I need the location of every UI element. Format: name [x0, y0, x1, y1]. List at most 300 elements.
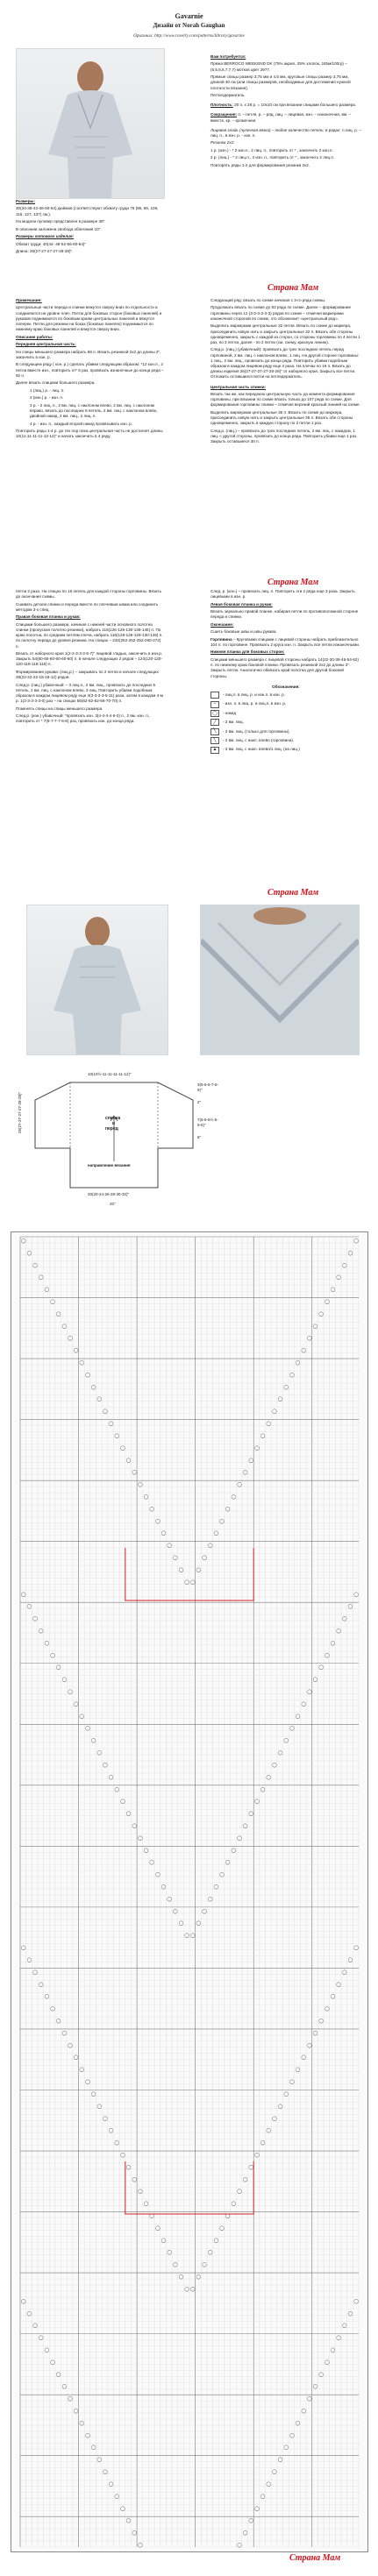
pattern-title: Gavarnie	[175, 12, 203, 20]
chart-stitch-mark: ◯	[207, 1543, 213, 1549]
chart-stitch-mark: ◯	[213, 1884, 219, 1891]
front-step-3: Далее вязать спицами большего размера.	[16, 380, 96, 386]
legend-item	[210, 692, 361, 699]
chart-stitch-mark: ◯	[138, 2189, 143, 2195]
chart-stitch-mark: ◯	[283, 2445, 289, 2451]
chart-stitch-mark: ◯	[318, 1311, 325, 1317]
legend-symbol: ╲	[210, 728, 219, 735]
chart-stitch-mark: ◯	[207, 1896, 213, 1902]
neckband-text: – Круговыми спицами с лицевой стороны набрать приблизительно 104 п. по горловине. Провязать 2 круга изн. п. Закрыть все петли изнаночными.	[210, 636, 360, 647]
chart-stitch-mark: ◯	[254, 2152, 260, 2158]
chart-stitch-mark: ◯	[342, 1969, 347, 1976]
chart-stitch-mark: ◯	[73, 1701, 79, 1707]
chart-stitch-mark: ◯	[219, 2225, 225, 2232]
chart-stitch-mark: ◯	[202, 2262, 207, 2268]
chart-stitch-mark: ◯	[21, 1945, 26, 1951]
chart-stitch-mark: ◯	[138, 1482, 143, 1488]
knitting-chart	[11, 1231, 368, 2552]
chart-stitch-mark: ◯	[342, 1616, 347, 1622]
front-row-1: 1 (лиц.) р. - лиц. п.	[30, 387, 65, 393]
watermark: Страна Мам	[267, 888, 319, 898]
legend-item	[210, 728, 361, 735]
chart-stitch-mark: ◯	[196, 1920, 202, 1927]
legend-heading: Обозначения:	[272, 684, 300, 689]
chart-stitch-mark: ◯	[237, 2189, 242, 2195]
chart-stitch-mark: ◯	[61, 2030, 68, 2036]
chart-stitch-mark: ◯	[307, 1336, 312, 1342]
chart-stitch-mark: ◯	[347, 1604, 353, 1610]
chart-stitch-mark: ◯	[213, 2238, 219, 2244]
chart-stitch-mark: ◯	[178, 2274, 184, 2281]
chart-stitch-mark: ◯	[73, 2054, 79, 2061]
model-figure-illustration	[17, 49, 164, 198]
sizes-text: 30(34-38-42-46-50-54) дюймов (соответствуют обхвату груди 76 (86, 96, 106, 116, 127, 137) см.).	[16, 206, 159, 216]
chart-stitch-mark: ◯	[301, 2054, 307, 2061]
section-3-right	[210, 589, 361, 756]
chart-stitch-mark: ◯	[68, 1689, 73, 1695]
chart-stitch-mark: ◯	[26, 1957, 32, 1963]
chart-stitch-mark: ◯	[32, 1262, 38, 1268]
label-back: спинка	[105, 1116, 121, 1121]
chart-stitch-mark: ◯	[325, 1652, 330, 1658]
chart-stitch-mark: ◯	[85, 2079, 90, 2085]
chart-stitch-mark: ◯	[21, 2298, 26, 2304]
neck-decrease-text: След.р. (лиц.) (убавочный): провязать до трех последних петель перед горловиной, 2 вм. лиц. с наклоном влево, 1 лиц. На другой стороне горловины: 1 лиц., 2 вм. лиц., провязать до конца ряда. Повторить убавки подобным образом в каждом лицевом ряду еще 4 раза. На плечах по 16 п. Вязать до длины изделия 26(27-27-27-27-28-28)" от наборного края. Закрыть все петли. Отложить оставшиеся петли на петледержатель.	[210, 347, 360, 380]
chart-stitch-mark: ◯	[353, 1592, 359, 1598]
chart-stitch-mark: ◯	[103, 1762, 108, 1768]
left-side-heading: Левая боковая планка и рукав:	[210, 601, 273, 607]
model-photo	[16, 48, 165, 199]
chart-stitch-mark: ◯	[225, 1860, 231, 1866]
chart-stitch-mark: ◯	[213, 1530, 219, 1536]
chart-stitch-mark: ◯	[277, 2457, 283, 2463]
chart-stitch-mark: ◯	[184, 2286, 189, 2292]
chart-stitch-mark: ◯	[50, 1299, 55, 1305]
designer-line: Дизайн от Norah Gaughan	[153, 22, 225, 29]
chart-stitch-mark: ◯	[44, 1287, 50, 1293]
chart-stitch-mark: ◯	[242, 1823, 248, 1829]
chart-stitch-mark: ◯	[120, 2506, 125, 2512]
chart-stitch-mark: ◯	[160, 2238, 167, 2244]
chart-stitch-mark: ◯	[318, 2372, 325, 2378]
side-step-4: След.р. (лиц.) убавочный: – 3 лиц.п., 2 вм. лиц., провязать до последних 5 петель, 2 вм. лиц. с наклоном влево, 3 лиц. Повторить убавки подобным образом в каждом лицевом ряду еще 4(3-3-3-3-5-11) раза, затем в каждом 4-м р. 1(2-3-3-3-3-0) раз – на спицах 56(62-62-62-66-70-70) п.	[16, 682, 163, 704]
chart-stitch-mark: ◯	[73, 1348, 79, 1354]
chart-stitch-mark: ◯	[155, 1518, 160, 1524]
chart-stitch-mark: ◯	[312, 2384, 318, 2390]
section-2-right	[210, 298, 361, 447]
chart-stitch-mark: ◯	[336, 1274, 341, 1281]
chart-stitch-mark: ◯	[289, 1372, 295, 1378]
sizes-block	[16, 199, 165, 257]
legend-text: - изн. п. в лиц. р. и лиц.п. в изн. р.	[223, 701, 287, 706]
chart-stitch-mark: ◯	[190, 2286, 196, 2292]
stockinette-heading: Лицевая гладь (чулочная вязка)	[210, 127, 271, 132]
legend-item	[210, 737, 361, 744]
chart-stitch-mark: ◯	[68, 2042, 73, 2048]
chart-stitch-mark: ◯	[196, 1567, 202, 1573]
back-heading: Центральная часть спинки:	[210, 384, 267, 389]
chart-stitch-mark: ◯	[277, 2104, 283, 2110]
chart-stitch-mark: ◯	[312, 1677, 318, 1683]
chart-stitch-mark: ◯	[90, 1384, 96, 1390]
chart-stitch-mark: ◯	[301, 1701, 307, 1707]
chart-stitch-mark: ◯	[55, 1311, 61, 1317]
label-front: перед	[105, 1126, 118, 1132]
legend-list	[210, 692, 361, 753]
chart-stitch-mark: ◯	[55, 2372, 61, 2378]
chart-stitch-mark: ◯	[347, 1957, 353, 1963]
neckband-heading: Горловина	[210, 636, 232, 642]
shoulder-join-text: Сшивать детали спинки и переда вместе по плечевым швам или соединить методом 3-х спиц.	[16, 601, 159, 612]
chart-stitch-mark: ◯	[167, 2250, 172, 2256]
chart-stitch-mark: ◯	[38, 1982, 44, 1988]
side-step-3: Формирование рукава: (лиц.р.) – закрывать по 2 петли в начале следующих 28(22-22-22-18-18-12) рядов.	[16, 669, 159, 680]
chart-stitch-mark: ◯	[283, 2091, 289, 2097]
chart-stitch-mark: ◯	[155, 2225, 160, 2232]
chart-stitch-mark: ◯	[132, 2530, 138, 2537]
finished-heading: Размеры готового изделия:	[16, 234, 75, 239]
finished-chest: Обхват груди: 40(44- 48-52-56-60-64)"	[16, 241, 87, 246]
chart-stitch-mark: ◯	[289, 2079, 295, 2085]
watermark: Страна Мам	[267, 578, 319, 587]
chart-stitch-mark: ◯	[149, 1860, 155, 1866]
chart-stitch-mark: ◯	[190, 1933, 196, 1939]
label-direction: направление вязания	[88, 1163, 131, 1167]
chart-stitch-mark: ◯	[61, 2384, 68, 2390]
legend-text: - 2 вм. лиц. с накл. влево (горловина).	[223, 738, 295, 743]
chart-stitch-mark: ◯	[231, 1494, 237, 1500]
chart-stitch-mark: ◯	[103, 1409, 108, 1415]
legend-text: - лиц.п. в лиц. р. и изн.п. в изн. р.	[223, 692, 285, 698]
section-3-left	[16, 589, 165, 727]
chart-stitch-mark: ◯	[96, 2457, 103, 2463]
chart-continue-text: Продолжать вязать по схеме до 83 ряда по схеме. Далее – формирование горловины через 12 (3-3-3-3-3-3) рядов по схеме – отмечая маркерами изнаночной стороной по схеме, это обозначает «центральный ряд».	[210, 305, 352, 321]
dim-length: 26(27-27-27-27-28-28)"	[18, 1091, 22, 1133]
chart-stitch-mark: ◯	[312, 2030, 318, 2036]
chart-stitch-mark: ◯	[272, 2116, 277, 2122]
back-step-3: След.р. (лиц.) – провязать до трех последних петель, 2 вм. лиц. с накидом, 1 лиц. с другой стороны, провязать до конца ряда. Повторить убавки еще 1 раз. Закрыть оставшиеся 30 п.	[210, 428, 358, 444]
chart-stitch-mark: ◯	[325, 2360, 330, 2366]
front-row-2: 2 (изн.) р. - изн. п.	[30, 395, 64, 401]
chart-stitch-mark: ◯	[96, 1750, 103, 1756]
chart-stitch-mark: ◯	[79, 1360, 85, 1366]
chart-stitch-mark: ◯	[108, 2128, 114, 2134]
model-side-illustration	[27, 905, 168, 1054]
chart-stitch-mark: ◯	[266, 2128, 272, 2134]
chart-stitch-mark: ◯	[90, 2091, 96, 2097]
chart-stitch-mark: ◯	[79, 2067, 85, 2073]
chart-stitch-mark: ◯	[44, 1640, 50, 1646]
side-step-5: Поменять спицы на спицы меньшего размера.	[16, 706, 103, 711]
chart-stitch-mark: ◯	[242, 2530, 248, 2537]
chart-stitch-mark: ◯	[307, 1689, 312, 1695]
chart-stitch-mark: ◯	[32, 1969, 38, 1976]
chart-stitch-mark: ◯	[231, 1848, 237, 1854]
chart-stitch-mark: ◯	[125, 2164, 132, 2170]
abbr-text: п. – петля, р. – ряд, лиц. – лицевая, изн. – изнаночная, вм. – вместе, кр. – кромочная.	[210, 112, 352, 123]
rib-repeat: Повторять ряды 1-2 для формирования резинки 2х2.	[210, 162, 310, 167]
lower-band-text: Спицами меньшего размера с лицевой стороны набрать 14(22-30-38-46-54-62) п. по нижнему краю боковой планки. Провязать резинкой 2х2 до длины 3". Закрыть петли. Аналогично обвязать край полотна для другой боковой стороны.	[210, 656, 359, 678]
finishing-heading: Окончание:	[210, 621, 234, 627]
lower-band-heading: Нижняя планка для боковых сторон:	[210, 649, 285, 655]
legend-item	[210, 719, 361, 726]
chart-stitch-mark: ◯	[125, 1811, 132, 1817]
chart-stitch-mark: ◯	[312, 1323, 318, 1330]
chart-stitch-mark: ◯	[272, 1762, 277, 1768]
chart-stitch-mark: ◯	[325, 1299, 330, 1305]
dim-right-4: 6"	[197, 1135, 202, 1139]
chart-stitch-mark: ◯	[178, 1920, 184, 1927]
label-and: и	[112, 1121, 116, 1126]
side-step-2: Вязать от наборного края 1(2-2-3-3-3-5-7)" лицевой гладью, закончить в изн.р. Закрыть 54(60-60-60-60-60-60) п. в начале следующих 2 рядов – 124(120-120-120-118-118-118) п.	[16, 651, 163, 667]
finished-length: Длина: 26(27-27-27-27-28-28)".	[16, 249, 74, 254]
materials-heading: Вам потребуется:	[210, 54, 246, 59]
chart-stitch-mark: ◯	[184, 1933, 189, 1939]
chart-stitch-mark: ◯	[254, 1445, 260, 1451]
chart-stitch-mark: ◯	[90, 1738, 96, 1744]
chart-stitch-mark: ◯	[120, 1799, 125, 1805]
dim-top: 10(10½-11-11-11-11-12)"	[88, 1072, 132, 1076]
chart-stitch-mark: ◯	[260, 2494, 266, 2500]
chart-stitch-mark: ◯	[353, 1945, 359, 1951]
right-side-heading: Правая боковая планка и рукав:	[16, 614, 81, 620]
chart-stitch-mark: ◯	[225, 1506, 231, 1512]
chart-stitch-mark: ◯	[254, 2506, 260, 2512]
chart-stitch-mark: ◯	[248, 1811, 254, 1817]
chart-stitch-mark: ◯	[336, 1982, 341, 1988]
note-text: Центральные части переда и спинки вяжутся сверху вниз по отдельности и соединяются на уровне плеч. Петли для боковых сторон (боковых панелей) и рукавов поднимаются по боковым краям центральных панелей и вяжутся поперек. Петли для резинки на боках (боковых панелях) поднимаются по нижнему краю боковых панелей и вяжутся сверху вниз.	[16, 305, 162, 332]
chart-stitch-mark: ◯	[160, 1884, 167, 1891]
chart-stitch-mark: ◯	[125, 2518, 132, 2524]
chart-stitch-mark: ◯	[330, 2347, 336, 2353]
chart-stitch-mark: ◯	[96, 2104, 103, 2110]
chart-stitch-mark: ◯	[143, 1848, 149, 1854]
back-step-2: Выделить маркерами центральные 36 п. Вязать по схеме до маркера, присоединить новую нить и закрыть центральные 36 п. Вязать обе стороны одновременно, закрыть в каждую сторону по 2 петли 1 раз.	[210, 409, 353, 426]
note-heading: Примечание:	[16, 298, 42, 302]
gauge-heading: Плотность:	[210, 103, 233, 108]
legend-item	[210, 701, 361, 708]
chart-stitch-mark: ◯	[26, 2310, 32, 2317]
description-heading: Описание работы:	[16, 334, 53, 339]
detail-photo	[200, 905, 360, 1055]
chart-stitch-mark: ◯	[219, 1518, 225, 1524]
chart-stitch-mark: ◯	[143, 1494, 149, 1500]
chart-stitch-mark: ◯	[342, 2323, 347, 2329]
chart-stitch-mark: ◯	[202, 1555, 207, 1561]
chart-stitch-mark: ◯	[114, 2140, 120, 2147]
legend-text: - накид	[223, 710, 237, 715]
chart-stitch-mark: ◯	[277, 1750, 283, 1756]
chart-stitch-mark: ◯	[330, 1994, 336, 2000]
dim-bottom-2: 20"	[110, 1202, 116, 1206]
left-side-text: Вязать зеркально правой планке, набирая петли по противоположной стороне переда и спинки.	[210, 609, 359, 620]
chart-stitch-mark: ◯	[225, 2213, 231, 2219]
chart-stitch-mark: ◯	[149, 1506, 155, 1512]
finishing-text: Сшить боковые швы и швы рукава.	[210, 629, 277, 635]
chart-stitch-mark: ◯	[190, 1579, 196, 1586]
chart-stitch-mark: ◯	[79, 2420, 85, 2426]
legend-symbol: ◯	[210, 710, 219, 717]
chart-stitch-mark: ◯	[160, 1530, 167, 1536]
chart-stitch-mark: ◯	[167, 1543, 172, 1549]
chart-stitch-mark: ◯	[330, 1287, 336, 1293]
chart-stitch-mark: ◯	[132, 2176, 138, 2182]
legend-item	[210, 747, 361, 754]
chart-stitch-mark: ◯	[167, 1896, 172, 1902]
dim-right-1: 3(5-6-6-7-8-9)"	[197, 1082, 219, 1093]
chart-stitch-mark: ◯	[103, 2116, 108, 2122]
chart-stitch-mark: ◯	[21, 1592, 26, 1598]
chart-stitch-mark: ◯	[237, 1835, 242, 1842]
chart-stitch-mark: ◯	[173, 2262, 178, 2268]
original-link[interactable]: Оригинал: http://www.ravelry.com/patterns/library/gavarnie	[133, 33, 245, 39]
chart-stitch-mark: ◯	[307, 2042, 312, 2048]
chart-stitch-mark: ◯	[196, 2274, 202, 2281]
chart-stitch-mark: ◯	[114, 1433, 120, 1439]
gauge-text: 20 п. x 28 р. = 10х10 см при вязании спицами большего размера.	[234, 103, 357, 108]
materials-yarn: Пряжа BERROCO WEEKEND DK (75% акрил, 25% хлопок, 245м/100гр) – (5,5,6,6,7,7,7) мотков цвет 2977.	[210, 61, 347, 72]
chart-stitch-mark: ◯	[120, 1445, 125, 1451]
chart-stitch-mark: ◯	[353, 2298, 359, 2304]
chart-stitch-mark: ◯	[342, 1262, 347, 1268]
watermark: Страна Мам	[267, 283, 319, 293]
chart-stitch-mark: ◯	[178, 1567, 184, 1573]
lace-detail-illustration	[201, 905, 359, 1054]
chart-stitch-mark: ◯	[301, 1348, 307, 1354]
chart-stitch-mark: ◯	[347, 2310, 353, 2317]
chart-stitch-mark: ◯	[325, 2006, 330, 2012]
legend-text: - 3 вм. лиц. с накл. влево/1 лиц. (на лиц.)	[223, 747, 300, 752]
chart-stitch-mark: ◯	[301, 2409, 307, 2415]
stockinette-text: – любое количество петель: в рядах: л.лиц. р. – лиц. п., в изн. р. - изн. п.	[210, 127, 361, 138]
chart-stitch-mark: ◯	[254, 1799, 260, 1805]
chart-stitch-mark: ◯	[353, 1238, 359, 1244]
chart-stitch-mark: ◯	[108, 1421, 114, 1427]
chart-stitch-mark: ◯	[242, 1470, 248, 1476]
chart-stitch-mark: ◯	[277, 1396, 283, 1402]
chart-start-text: Следующий ряд: вязать по схеме начиная с 3-го ряда схемы.	[210, 298, 326, 302]
chart-stitch-mark: ◯	[90, 2445, 96, 2451]
chart-stitch-mark: ◯	[73, 2409, 79, 2415]
chart-stitch-mark: ◯	[114, 1786, 120, 1792]
cuff-text: След. р. (кон.) – провязать лиц. п. Повторить эти 2 ряда еще 3 раза. Закрыть лицевыми в изн. р.	[210, 589, 355, 600]
chart-stitch-mark: ◯	[173, 1908, 178, 1914]
front-heading: Передняя центральная часть:	[16, 342, 76, 347]
dim-right-2: 2"	[197, 1100, 202, 1104]
chart-stitch-mark: ◯	[44, 2347, 50, 2353]
chart-stitch-mark: ◯	[237, 2543, 242, 2548]
chart-stitch-mark: ◯	[108, 1774, 114, 1780]
chart-stitch-mark: ◯	[248, 2518, 254, 2524]
dim-bottom: 20(20-24-26-28-30-32)"	[88, 1192, 130, 1196]
chart-stitch-mark: ◯	[85, 1726, 90, 1732]
front-step-2: В следующем ряду ( кон. р.) сделать убавки следующим образом: *12 кон.п., 2 петли вместе изн., повторить от* 6 раз, провязать изнаночные до конца ряда – 92 п.	[16, 362, 164, 378]
rib-row-1: 1 р. (изн.) - * 2 изн.п., 2 лиц. п., повторить от * , закончить 2 изн.п.	[210, 147, 333, 153]
chart-stitch-mark: ◯	[96, 1396, 103, 1402]
chart-stitch-mark: ◯	[50, 2006, 55, 2012]
chart-stitch-mark: ◯	[248, 2164, 254, 2170]
front-row-3: 3 р. - 2 лиц. п., 2 вм. лиц. с наклоном влево, 2 вм. лиц. с наклоном вправо, вязать до последних 6 петель, 2 вм. лиц. с наклоном влево, двойной накид, 2 вм. лиц., 2 лиц. п.	[30, 402, 158, 419]
chart-stitch-mark: ◯	[68, 2396, 73, 2402]
chart-stitch-mark: ◯	[125, 1458, 132, 1464]
chart-stitch-mark: ◯	[266, 2481, 272, 2487]
side-step-6: След.р. (изн.) убавочный: *провязать изн. 3(4-4-4-4-6-0) п., 2 вм. изн. п., повторить от * 7(8-7-7-7-6-8) раз, провязать изн. до конца ряда.	[16, 713, 151, 724]
chart-stitch-mark: ◯	[231, 2201, 237, 2207]
chart-stitch-mark: ◯	[260, 1433, 266, 1439]
chart-stitch-mark: ◯	[336, 2335, 341, 2341]
chart-stitch-mark: ◯	[85, 2432, 90, 2438]
chart-stitch-mark: ◯	[307, 2396, 312, 2402]
chart-stitch-mark: ◯	[38, 1628, 44, 1634]
chart-stitch-mark: ◯	[38, 1274, 44, 1281]
chart-stitch-mark: ◯	[173, 1555, 178, 1561]
chart-stitch-mark: ◯	[248, 1458, 254, 1464]
materials-marker: Петлеодержатель.	[210, 93, 246, 98]
side-step-1: Спицами большего размера, начиная с нижней части основного полотна спинки (пропуская полотно резинки), набрать 116(126-126-130-136-146) п. По краю полотна, по средним петлям плеча, набрать 116(126-126-126-130-126) п. по полотну переда до уровня резинки. На спицах – 232(252-252-252-260-272) п.	[16, 621, 163, 649]
chart-stitch-mark: ◯	[242, 2176, 248, 2182]
chart-stitch-mark: ◯	[207, 2250, 213, 2256]
chart-stitch-mark: ◯	[38, 2335, 44, 2341]
chart-stitch-mark: ◯	[202, 1908, 207, 1914]
knitting-chart-grid	[11, 1232, 367, 2551]
chart-stitch-mark: ◯	[103, 2469, 108, 2475]
sizes-heading: Размеры:	[16, 199, 35, 203]
section-2-left	[16, 298, 165, 442]
legend-symbol: ╲	[210, 737, 219, 744]
chart-stitch-mark: ◯	[318, 2019, 325, 2024]
chart-stitch-mark: ◯	[32, 1616, 38, 1622]
chart-stitch-mark: ◯	[272, 2469, 277, 2475]
chart-stitch-mark: ◯	[155, 1872, 160, 1878]
rib-heading: Резинка 2х2:	[210, 140, 235, 145]
chart-stitch-mark: ◯	[55, 1664, 61, 1671]
model-photo-side	[26, 905, 168, 1055]
rib-row-2: 2 р. (лиц.) - * 2 лиц.п., 2 изн. п., повторить от * , закончить 2 лиц.п.	[210, 155, 335, 160]
chart-stitch-mark: ◯	[260, 1786, 266, 1792]
chart-stitch-mark: ◯	[68, 1336, 73, 1342]
chart-stitch-mark: ◯	[44, 1994, 50, 2000]
schematic	[18, 1065, 219, 1214]
chart-stitch-mark: ◯	[50, 2360, 55, 2366]
legend-symbol	[210, 692, 219, 699]
materials-needles: Прямые спицы размер 3,75 мм и 4,5 мм, круговые спицы размер 3,75 мм, длиной 40 см (или спицы размеров, необходимых для достижения нужной плотности вязания).	[210, 75, 351, 90]
chart-stitch-mark: ◯	[219, 1872, 225, 1878]
materials-block	[210, 54, 361, 170]
chart-cells	[20, 1237, 359, 2548]
legend-symbol: ▲	[210, 747, 219, 754]
chart-stitch-mark: ◯	[283, 1738, 289, 1744]
chart-stitch-mark: ◯	[85, 1372, 90, 1378]
legend-text: - 2 вм. лиц. (только для горловины).	[223, 728, 290, 734]
chart-stitch-mark: ◯	[336, 1628, 341, 1634]
front-step-1: На спицы меньшего размера набрать 98 п. Вязать резинкой 2х2 до длины 3", закончить в изн. р.	[16, 349, 161, 359]
chart-stitch-mark: ◯	[330, 1640, 336, 1646]
chart-stitch-mark: ◯	[61, 1323, 68, 1330]
front-repeat: Повторить ряды 1-4 р. до тех пор пока центральная часть не достигнет длины 10(11-11-11-11-12-12)" и начать закончить в 4 ряду.	[16, 429, 163, 439]
legend-symbol: –	[210, 701, 219, 708]
chart-stitch-mark: ◯	[184, 1579, 189, 1586]
chart-stitch-mark: ◯	[79, 1714, 85, 1720]
chart-stitch-mark: ◯	[132, 1470, 138, 1476]
chart-stitch-mark: ◯	[138, 1835, 143, 1842]
chart-stitch-mark: ◯	[138, 2543, 143, 2548]
chart-stitch-mark: ◯	[318, 1664, 325, 1671]
chart-stitch-mark: ◯	[132, 1823, 138, 1829]
chart-stitch-mark: ◯	[237, 1482, 242, 1488]
chart-stitch-mark: ◯	[266, 1421, 272, 1427]
watermark: Страна Мам	[289, 2553, 341, 2563]
chart-stitch-mark: ◯	[149, 2213, 155, 2219]
